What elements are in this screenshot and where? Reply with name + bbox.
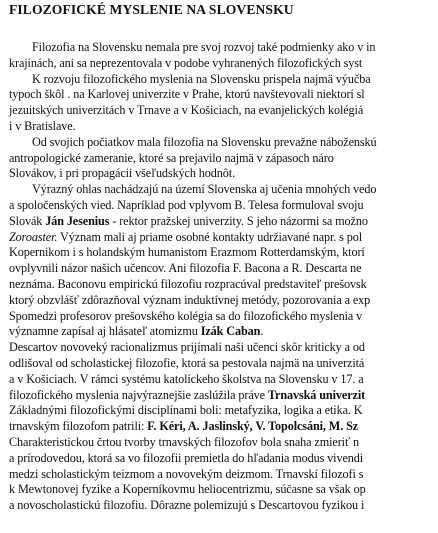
- text-line: [9, 88, 365, 101]
- text-run: ovplyvnili názor našich učencov. Ani filozofia F. Bacona a R. Descarta ne: [9, 261, 362, 276]
- text-run: Základnými filozofickými disciplínami boli: metafyzika, logika a etika. K: [9, 403, 363, 418]
- text-line: [9, 357, 364, 370]
- text-run: antropologické zameranie, ktoré sa prejavilo najmä v zápasoch náro: [9, 150, 334, 165]
- text-run: jezuitských univerzitách v Trnave a v Košiciach, na evanjelických kolégiá: [9, 103, 364, 118]
- text-line: [9, 167, 235, 180]
- italic-text: Zoroaster.: [9, 229, 58, 244]
- text-run: odlišoval od scholastickej filozofie, ktorá sa pestovala najmä na univerzitá: [9, 356, 365, 370]
- text-run: krajinách, ani sa neprezentovala v podobe vyhranených filozofických syst: [9, 55, 363, 70]
- text-run: Charakteristickou črtou tvorby trnavských filozofov bola snaha zmieriť n: [9, 435, 359, 449]
- text-run: i v Bratislave.: [9, 119, 76, 133]
- text-line: [9, 231, 362, 244]
- text-line: [9, 310, 362, 323]
- text-run: neznáma. Baconovu empirickú filozofiu rozpracúval predstaviteľ prešovsk: [9, 277, 367, 291]
- text-line: [9, 483, 366, 496]
- document-title: FILOZOFICKÉ MYSLENIE NA SLOVENSKU: [9, 2, 294, 17]
- text-run: Význam mali aj priame osobné kontakty udržiavané napr. s pol: [57, 229, 363, 244]
- text-line: [9, 57, 362, 70]
- text-line: [9, 120, 76, 133]
- text-run: a prírodovedou, ktorá sa vo filozofii premietla do hľadania modus vivendi: [9, 450, 364, 465]
- bold-text: F. Kéri, A. Jaslinský, V. Topolcsáni, M. Sz: [147, 419, 359, 434]
- text-line: [9, 468, 363, 481]
- text-run: a novoscholastickú filozofiu. Dôrazne polemizujú s Descartovou fyzikou i: [9, 498, 365, 513]
- text-line: [9, 436, 359, 449]
- text-run: Od svojich počiatkov mala filozofia na Slovensku prevažne náboženskú: [32, 134, 377, 149]
- text-line: [9, 325, 263, 338]
- text-run: ktorý obzvlášť zdôrazňoval význam induktívnej metódy, pozorovania a exp: [9, 292, 371, 307]
- text-run: k Mewtonovej fyzike a Koperníkovmu heliocentrizmu, súčasne sa však op: [9, 482, 366, 497]
- text-run: a v Košiciach. V rámci systému katolíckeho školstva na Slovensku v 17. a: [9, 371, 364, 386]
- text-run: významne zapísal aj hlásateľ atomizmu: [9, 324, 201, 339]
- text-run: - rektor pražskej univerzity. S jeho názormi sa možno: [109, 213, 368, 228]
- text-line: [9, 104, 363, 117]
- text-line: [9, 452, 363, 465]
- text-run: Výrazný ohlas nachádzajú na území Slovenska aj učenia mnohých vedo: [32, 182, 377, 197]
- text-run: typoch škôl . na Karlovej univerzite v Prahe, ktorú navštevovali niektorí sl: [9, 87, 365, 102]
- text-line: [9, 420, 358, 433]
- text-line: [9, 278, 367, 291]
- text-run: .: [260, 324, 264, 339]
- text-line: [9, 246, 365, 259]
- bold-text: Trnavská univerzit: [267, 387, 366, 402]
- text-line: [9, 404, 363, 417]
- text-line: [9, 199, 363, 212]
- text-run: Slovákov, i pri propagácii všeľudských hodnôt.: [9, 166, 236, 181]
- text-line: [9, 341, 365, 354]
- text-line: [9, 373, 364, 386]
- text-line: [9, 389, 365, 402]
- text-run: Slovák: [9, 213, 46, 228]
- text-run: medzi scholastickým teizmom a novovekým deizmom. Trnavskí filozofi s: [9, 466, 364, 481]
- text-run: Filozofia na Slovensku nemala pre svoj rozvoj také podmienky ako v in: [32, 40, 376, 54]
- text-run: Spomedzi profesorov prešovského kolégia sa do filozofického myslenia v: [9, 308, 363, 323]
- bold-text: Ján Jesenius: [45, 213, 110, 228]
- text-run: Kopernikom i s holandským humanistom Erazmom Rotterdamským, ktorí: [9, 245, 365, 260]
- text-run: K rozvoju filozofického myslenia na Slovensku prispela najmä výučba: [32, 71, 371, 86]
- text-line: [9, 215, 368, 228]
- text-line: [32, 183, 376, 196]
- text-line: [9, 262, 361, 275]
- text-line: [9, 294, 370, 307]
- text-line: [9, 499, 364, 512]
- text-run: Descartov novoveký racionalizmus prijímali naši učenci skôr kriticky a od: [9, 340, 365, 355]
- text-line: [32, 136, 377, 149]
- text-line: [32, 41, 375, 54]
- text-line: [9, 152, 334, 165]
- text-run: trnavským filozofom patrili:: [9, 419, 148, 434]
- text-line: [32, 73, 371, 86]
- text-run: a spoločenských vied. Napríklad pod vplyvom B. Telesa formuloval svoju: [9, 198, 364, 212]
- bold-text: Izák Caban: [200, 324, 261, 339]
- text-run: filozofického myslenia najvýraznejšie zaslúžila práve: [9, 387, 268, 402]
